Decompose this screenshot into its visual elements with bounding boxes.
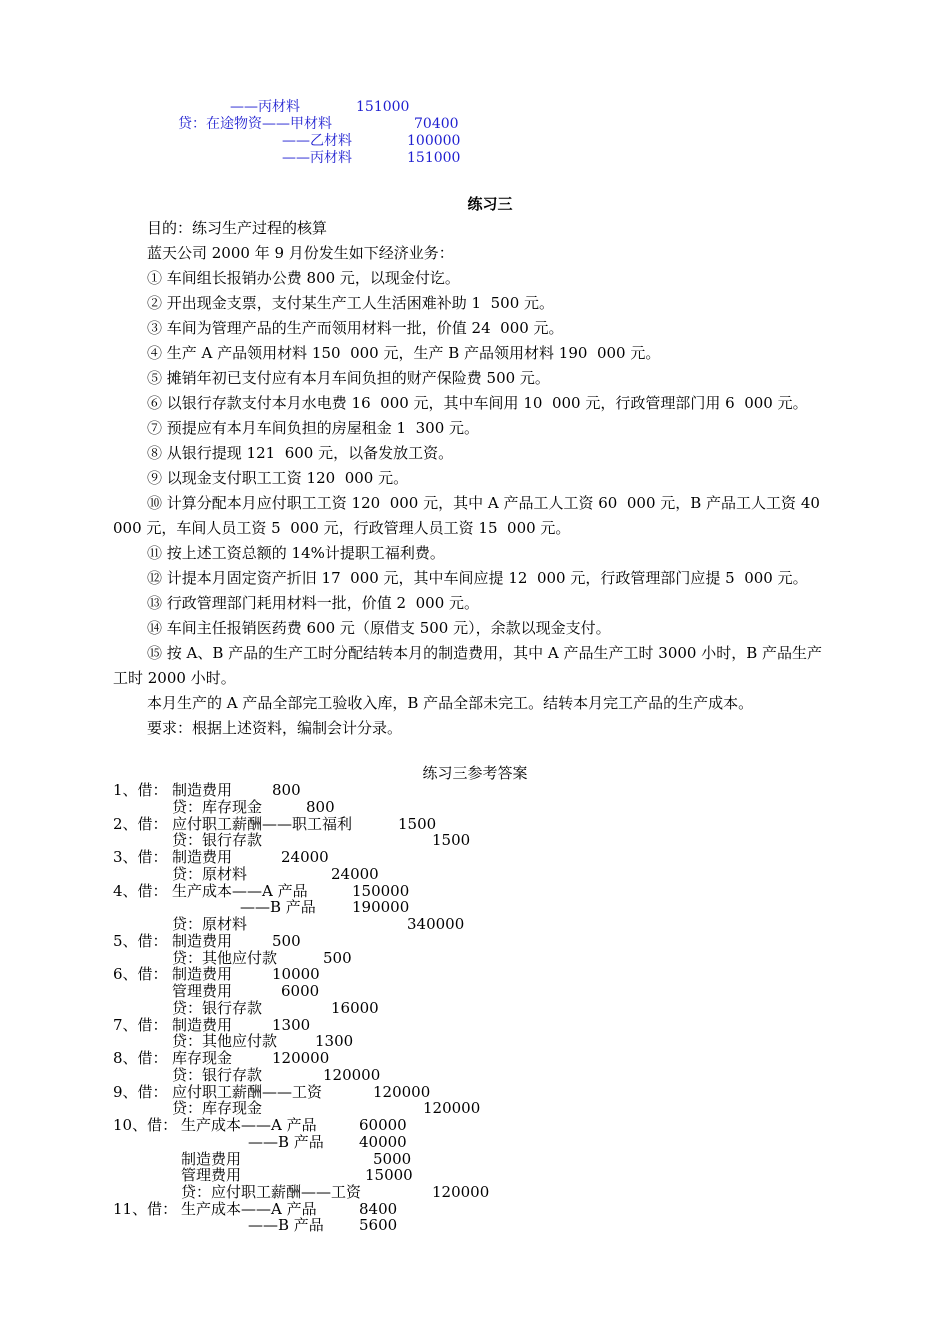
top-entry-amount: 151000 <box>407 150 461 166</box>
answer-account: 制造费用 <box>172 965 233 983</box>
answer-account: 制造费用 <box>172 848 233 866</box>
answer-amount: 1500 <box>398 815 437 833</box>
answer-no: 8、借： <box>113 1049 168 1067</box>
answer-account: 贷：原材料 <box>172 865 248 883</box>
answer-amount: 5600 <box>359 1216 398 1234</box>
top-entry-amount: 70400 <box>414 116 459 132</box>
answer-account: 贷：应付职工薪酬——工资 <box>181 1183 362 1201</box>
answer-amount: 8400 <box>359 1200 398 1218</box>
exercise-item: ② 开出现金支票，支付某生产工人生活困难补助 1 500 元。 <box>147 294 555 312</box>
answer-amount: 15000 <box>365 1166 413 1184</box>
exercise-item: ④ 生产 A 产品领用材料 150 000 元，生产 B 产品领用材料 190 000 元。 <box>147 344 661 362</box>
top-entry-account: 贷：在途物资——甲材料 <box>178 116 332 132</box>
answer-amount: 340000 <box>407 915 465 933</box>
answer-account: ——B 产品 <box>248 1133 324 1151</box>
answer-no: 2、借： <box>113 815 168 833</box>
answer-account: 制造费用 <box>172 781 233 799</box>
answer-amount: 24000 <box>331 865 379 883</box>
answer-amount: 120000 <box>432 1183 490 1201</box>
answer-account: 生产成本——A 产品 <box>181 1200 317 1218</box>
exercise-item: ⑤ 摊销年初已支付应有本月车间负担的财产保险费 500 元。 <box>147 369 550 387</box>
answer-account: 贷：其他应付款 <box>172 949 278 967</box>
top-entry-account: ——丙材料 <box>282 150 352 166</box>
answers-title: 练习三参考答案 <box>422 764 528 782</box>
answer-amount: 6000 <box>281 982 320 1000</box>
exercise-item: ⑦ 预提应有本月车间负担的房屋租金 1 300 元。 <box>147 419 480 437</box>
answer-no: 1、借： <box>113 781 168 799</box>
answer-account: 贷：库存现金 <box>172 798 263 816</box>
answer-no: 6、借： <box>113 965 168 983</box>
answer-amount: 16000 <box>331 999 379 1017</box>
exercise-item: 工时 2000 小时。 <box>113 669 236 687</box>
answer-amount: 1500 <box>432 831 471 849</box>
answer-account: 贷：银行存款 <box>172 999 263 1017</box>
answer-amount: 10000 <box>272 965 320 983</box>
exercise-item: 要求：根据上述资料，编制会计分录。 <box>147 719 403 737</box>
answer-amount: 1300 <box>315 1032 354 1050</box>
answer-amount: 500 <box>272 932 301 950</box>
answer-account: 管理费用 <box>172 982 233 1000</box>
exercise-item: ⑥ 以银行存款支付本月水电费 16 000 元，其中车间用 10 000 元，行政管理部门用 6 000 元。 <box>147 394 808 412</box>
answer-account: 贷：银行存款 <box>172 1066 263 1084</box>
answer-amount: 120000 <box>323 1066 381 1084</box>
exercise-item: ③ 车间为管理产品的生产而领用材料一批，价值 24 000 元。 <box>147 319 564 337</box>
top-entry-account: ——丙材料 <box>230 99 300 115</box>
answer-account: 生产成本——A 产品 <box>181 1116 317 1134</box>
exercise-title: 练习三 <box>467 195 513 213</box>
exercise-purpose: 目的：练习生产过程的核算 <box>147 219 328 237</box>
answer-amount: 120000 <box>272 1049 330 1067</box>
answer-account: 制造费用 <box>172 932 233 950</box>
answer-account: ——B 产品 <box>248 1216 324 1234</box>
exercise-item: ⑮ 按 A、B 产品的生产工时分配结转本月的制造费用，其中 A 产品生产工时 3000 小时，B 产品生产 <box>147 644 823 662</box>
answer-amount: 1300 <box>272 1016 311 1034</box>
exercise-item: ⑪ 按上述工资总额的 14%计提职工福利费。 <box>147 544 445 562</box>
answer-account: 贷：其他应付款 <box>172 1032 278 1050</box>
top-entry-amount: 100000 <box>407 133 461 149</box>
answer-account: 贷：银行存款 <box>172 831 263 849</box>
answer-amount: 800 <box>306 798 335 816</box>
top-entry-amount: 151000 <box>356 99 410 115</box>
answer-amount: 60000 <box>359 1116 407 1134</box>
answer-account: 管理费用 <box>181 1166 242 1184</box>
answer-amount: 24000 <box>281 848 329 866</box>
answer-amount: 120000 <box>423 1099 481 1117</box>
answer-no: 5、借： <box>113 932 168 950</box>
exercise-item: ⑫ 计提本月固定资产折旧 17 000 元，其中车间应提 12 000 元，行政管理部门应提 5 000 元。 <box>147 569 808 587</box>
answer-amount: 120000 <box>373 1083 431 1101</box>
answer-account: 制造费用 <box>181 1150 242 1168</box>
answer-no: 10、借： <box>113 1116 178 1134</box>
exercise-item: 000 元，车间人员工资 5 000 元，行政管理人员工资 15 000 元。 <box>113 519 571 537</box>
exercise-item: ⑧ 从银行提现 121 600 元，以备发放工资。 <box>147 444 454 462</box>
answer-account: 库存现金 <box>172 1049 233 1067</box>
answer-no: 3、借： <box>113 848 168 866</box>
answer-account: 应付职工薪酬——职工福利 <box>172 815 353 833</box>
answer-account: 贷：原材料 <box>172 915 248 933</box>
answer-amount: 800 <box>272 781 301 799</box>
answer-amount: 500 <box>323 949 352 967</box>
answer-account: 制造费用 <box>172 1016 233 1034</box>
answer-amount: 5000 <box>373 1150 412 1168</box>
answer-account: 贷：库存现金 <box>172 1099 263 1117</box>
answer-amount: 190000 <box>352 898 410 916</box>
exercise-item: ⑭ 车间主任报销医药费 600 元（原借支 500 元），余款以现金支付。 <box>147 619 611 637</box>
answer-no: 11、借： <box>113 1200 178 1218</box>
answer-no: 7、借： <box>113 1016 168 1034</box>
exercise-item: ⑬ 行政管理部门耗用材料一批，价值 2 000 元。 <box>147 594 480 612</box>
top-entry-account: ——乙材料 <box>282 133 352 149</box>
exercise-item: ① 车间组长报销办公费 800 元，以现金付讫。 <box>147 269 460 287</box>
exercise-item: 本月生产的 A 产品全部完工验收入库，B 产品全部未完工。结转本月完工产品的生产成本。 <box>147 694 754 712</box>
exercise-item: ⑨ 以现金支付职工工资 120 000 元。 <box>147 469 409 487</box>
answer-amount: 40000 <box>359 1133 407 1151</box>
answer-amount: 150000 <box>352 882 410 900</box>
exercise-item: ⑩ 计算分配本月应付职工工资 120 000 元，其中 A 产品工人工资 60 000 元，B 产品工人工资 40 <box>147 494 820 512</box>
exercise-intro: 蓝天公司 2000 年 9 月份发生如下经济业务： <box>147 244 454 262</box>
answer-account: 生产成本——A 产品 <box>172 882 308 900</box>
answer-no: 9、借： <box>113 1083 168 1101</box>
answer-account: 应付职工薪酬——工资 <box>172 1083 323 1101</box>
answer-account: ——B 产品 <box>240 898 316 916</box>
answer-no: 4、借： <box>113 882 168 900</box>
